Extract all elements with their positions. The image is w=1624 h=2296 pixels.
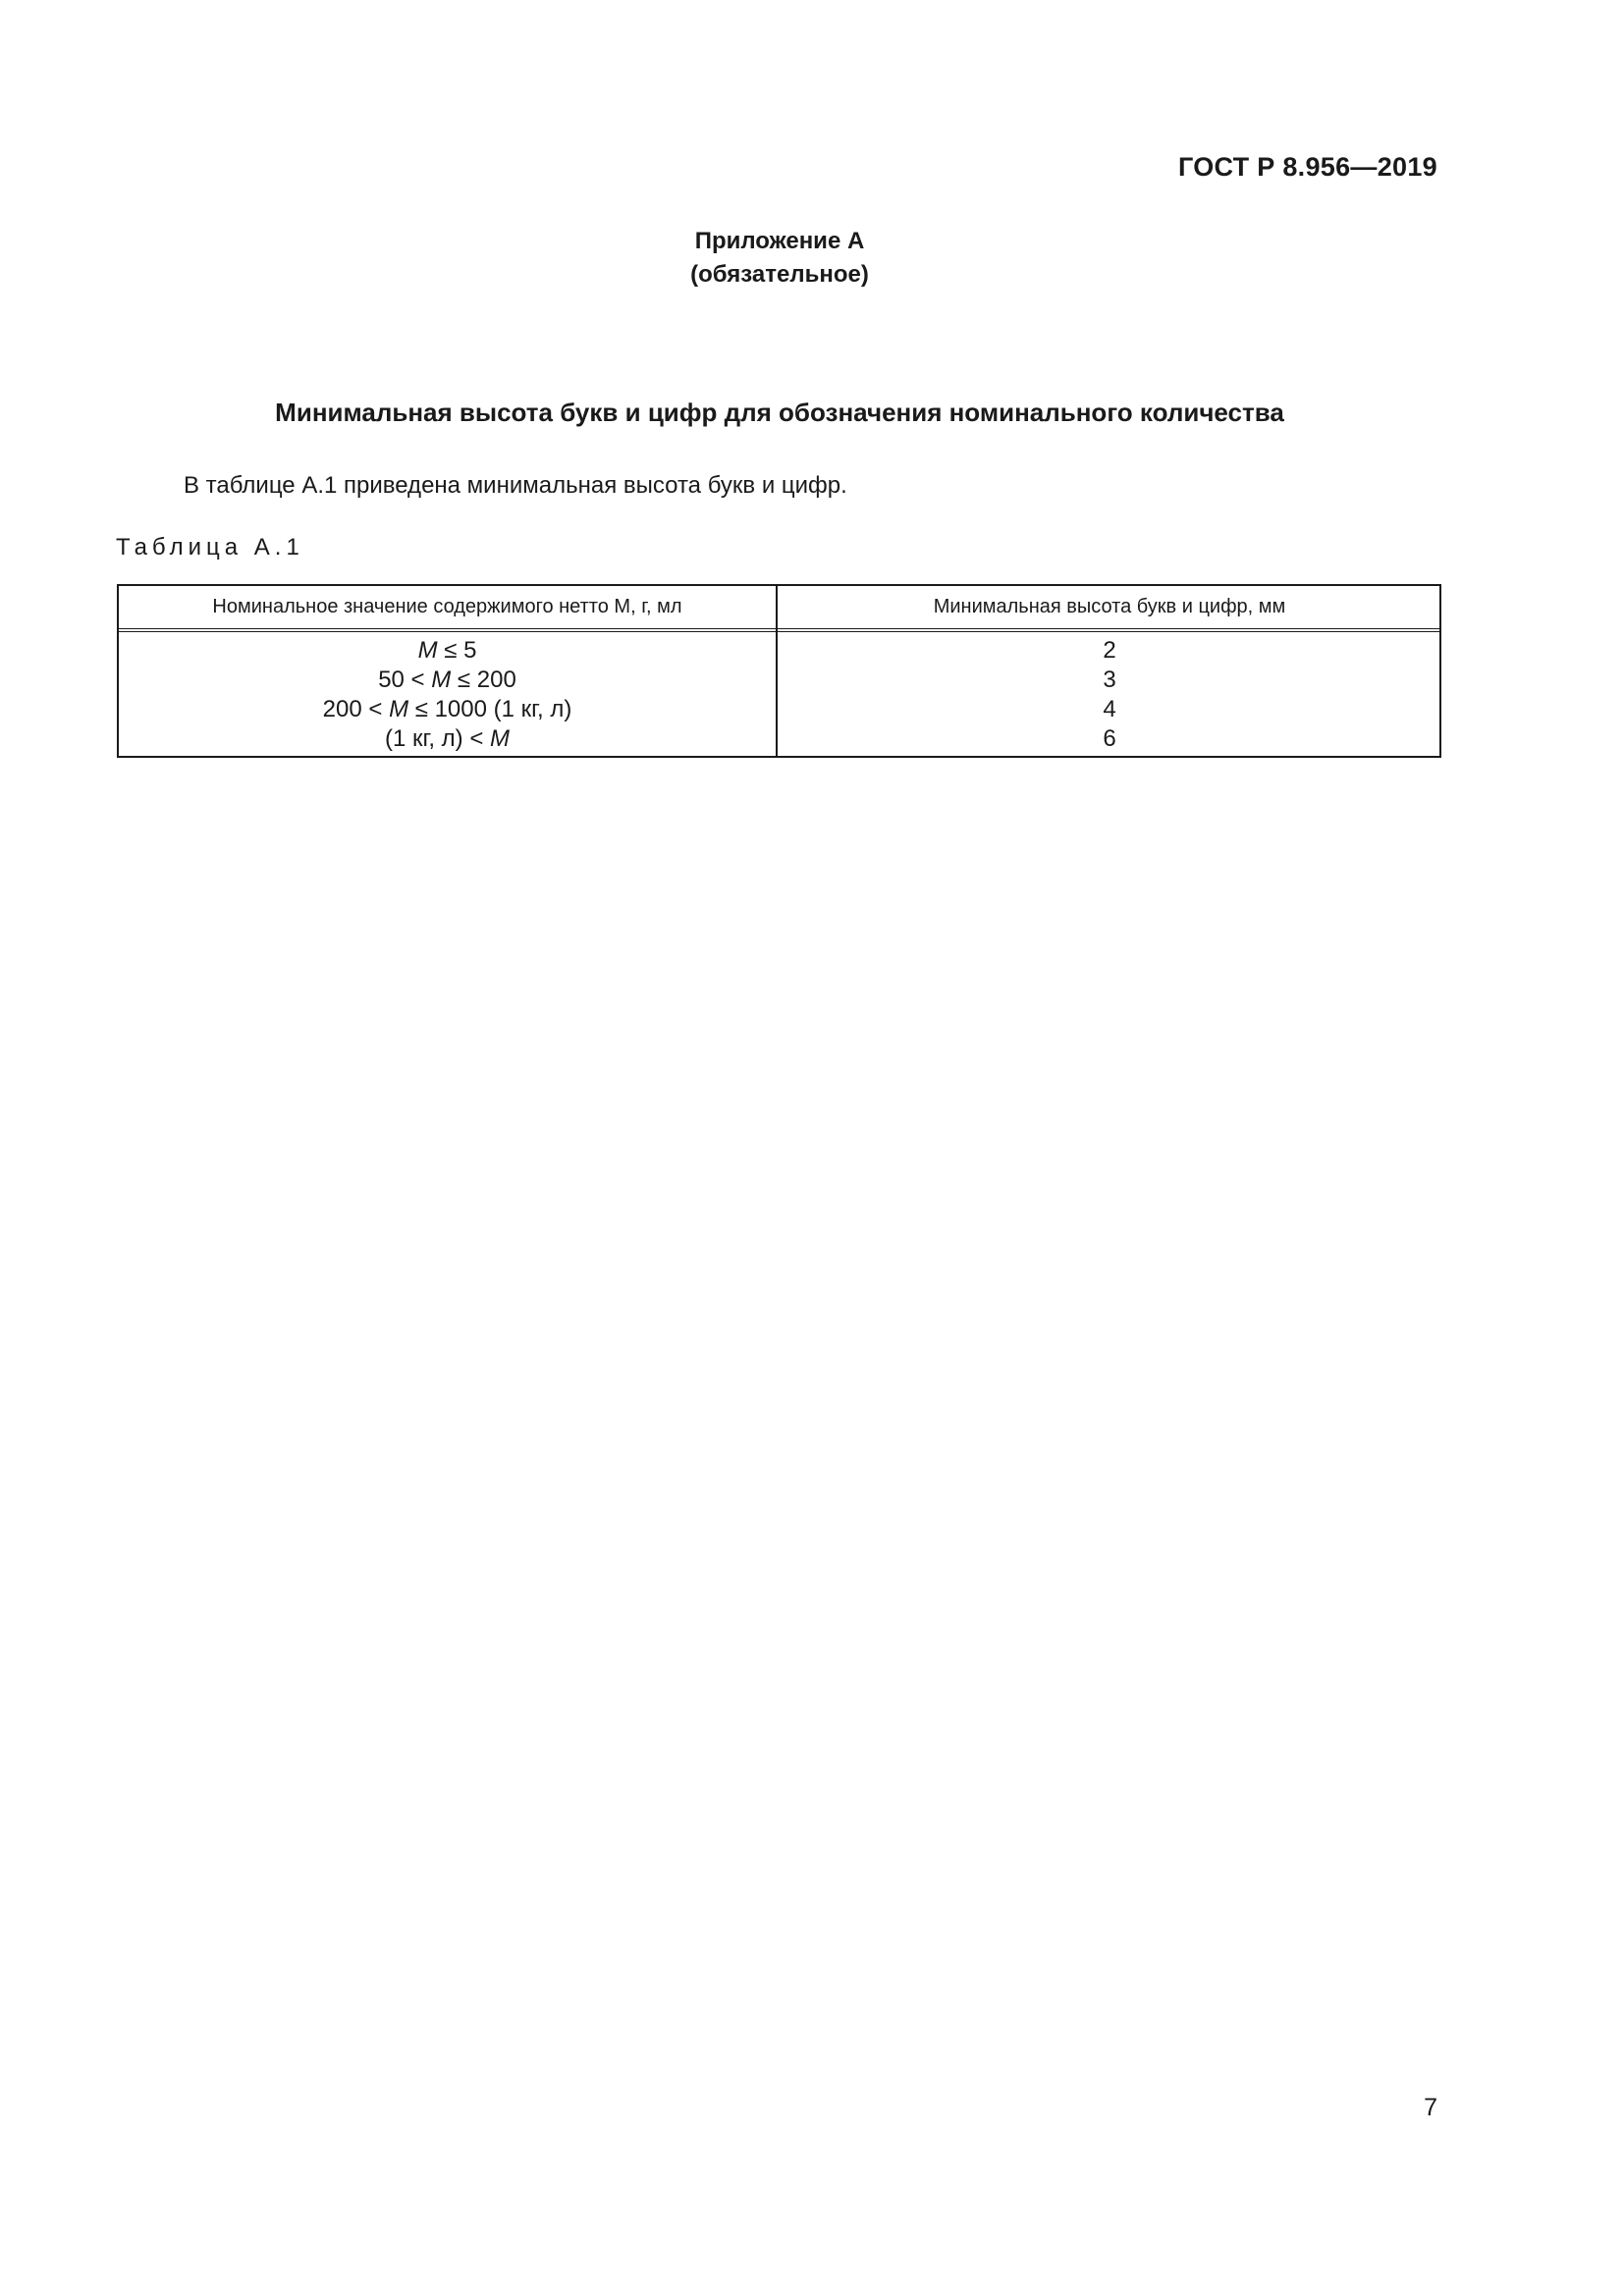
section-title: Минимальная высота букв и цифр для обозначения номинального количества	[275, 398, 1284, 427]
table-row	[119, 636, 1439, 666]
appendix-title: Приложение А	[694, 228, 865, 254]
header-nominal-content: Номинальное значение содержимого нетто М, г, мл	[212, 596, 682, 617]
table-row	[119, 666, 1439, 695]
min-height-cell: 6	[1103, 725, 1116, 752]
min-height-cell: 3	[1103, 667, 1116, 693]
appendix-status: (обязательное)	[690, 261, 869, 288]
intro-paragraph: В таблице А.1 приведена минимальная высота букв и цифр.	[184, 472, 847, 499]
nominal-range-cell: 50 < M ≤ 200	[378, 667, 516, 693]
table-caption: Таблица А.1	[116, 534, 304, 561]
nominal-range-cell: 200 < M ≤ 1000 (1 кг, л)	[322, 696, 572, 722]
table-header-row	[119, 586, 1439, 632]
document-code: ГОСТ Р 8.956—2019	[1177, 152, 1437, 182]
table-row	[119, 695, 1439, 724]
page-number: 7	[1424, 2094, 1437, 2121]
header-min-height: Минимальная высота букв и цифр, мм	[933, 596, 1286, 617]
height-table	[117, 584, 1441, 758]
table-row	[119, 724, 1439, 754]
nominal-range-cell: M ≤ 5	[417, 637, 477, 664]
min-height-cell: 2	[1103, 637, 1116, 664]
table-body	[119, 636, 1439, 754]
min-height-cell: 4	[1103, 696, 1116, 722]
nominal-range-cell: (1 кг, л) < M	[384, 725, 510, 752]
